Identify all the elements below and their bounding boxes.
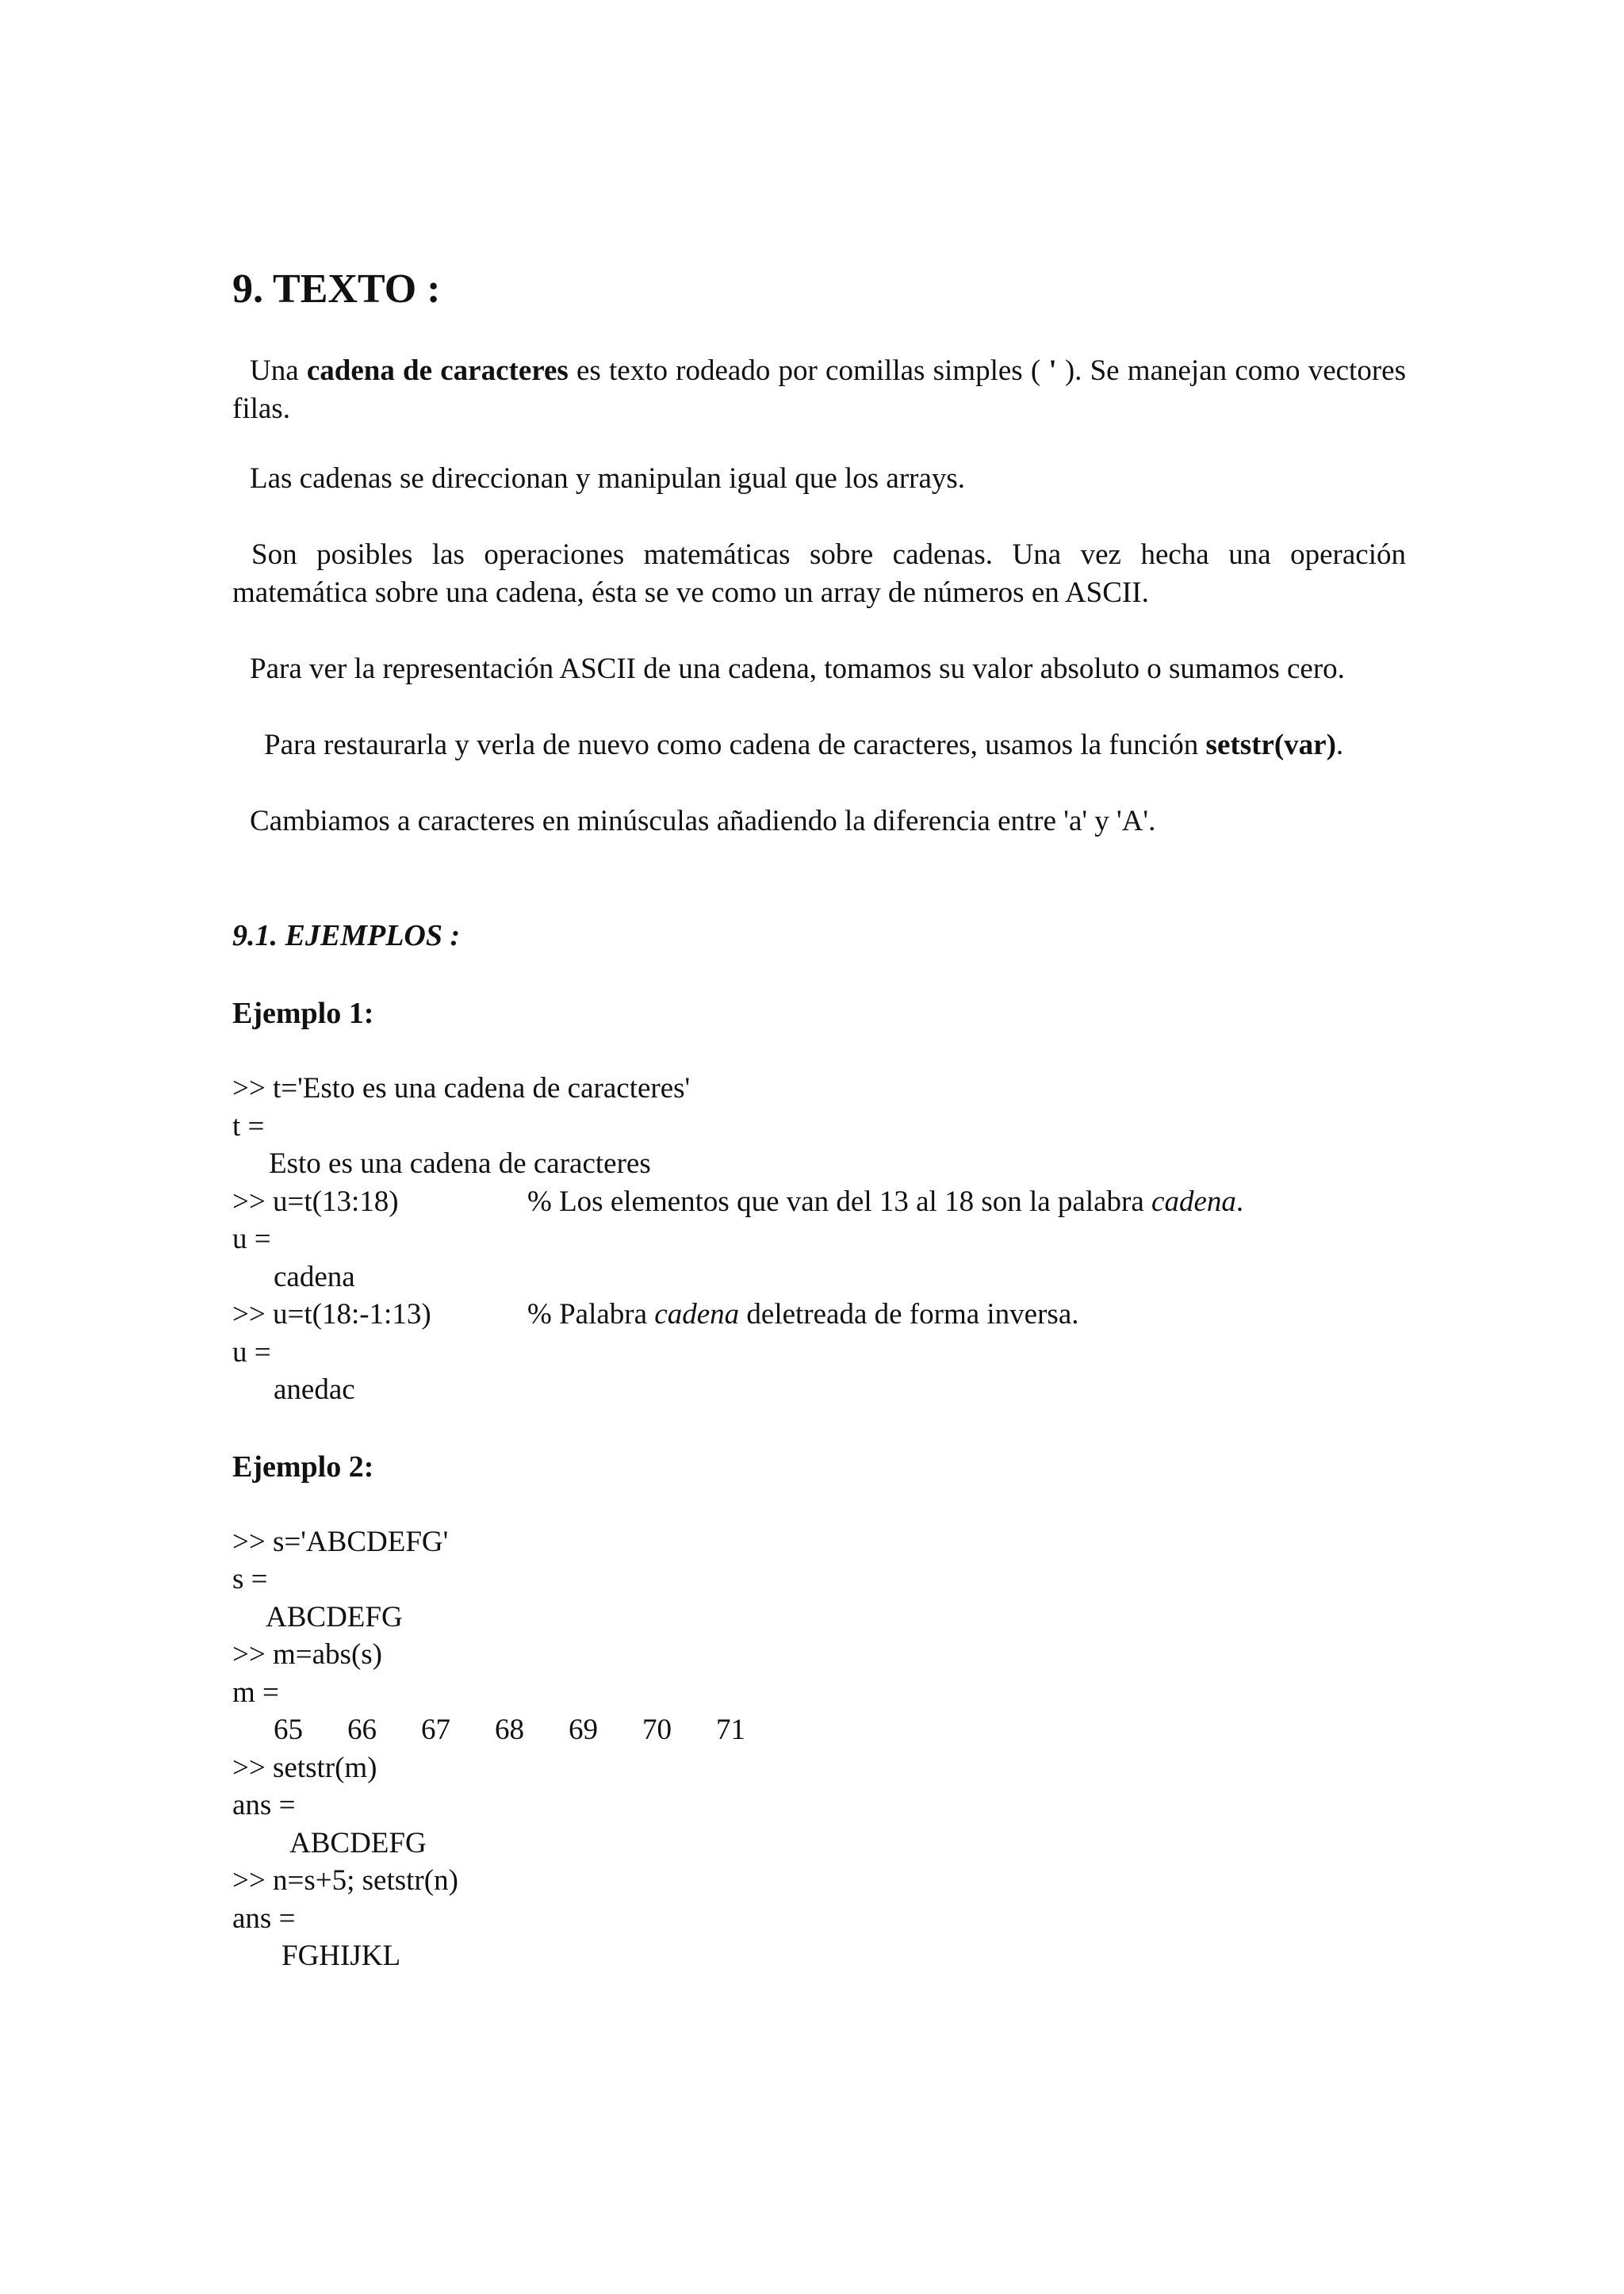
number-value: 71 (716, 1714, 745, 1746)
code-output: FGHIJKL (282, 1940, 401, 1972)
code-output: Esto es una cadena de caracteres (269, 1147, 651, 1180)
paragraph-1-end: ). Se manejan como vectores filas. (232, 354, 1406, 425)
code-line: t = (232, 1109, 265, 1143)
section-heading: 9.1. EJEMPLOS : (232, 919, 461, 952)
example-2-heading: Ejemplo 2: (232, 1450, 374, 1484)
number-value: 67 (421, 1714, 450, 1746)
code-line: >> setstr(m) (232, 1751, 377, 1784)
code-command: >> u=t(18:-1:13) (232, 1298, 431, 1331)
paragraph-3: Son posibles las operaciones matemáticas sobre cadenas. Una vez hecha una operación matemática sobre una cadena, ésta se ve como un array de números en ASCII. (232, 538, 1406, 609)
code-line: >> n=s+5; setstr(n) (232, 1864, 458, 1897)
paragraph-5-text: Para restaurarla y verla de nuevo como cadena de caracteres, usamos la función (264, 729, 1206, 761)
code-comment: % Palabra cadena deletreada de forma inversa. (527, 1298, 1079, 1331)
example-2-code (232, 1523, 1406, 1975)
code-line: >> s='ABCDEFG' (232, 1525, 449, 1558)
code-command: >> u=t(13:18) (232, 1185, 399, 1218)
code-line: >> m=abs(s) (232, 1638, 382, 1671)
document-page (232, 262, 1406, 1975)
code-line (232, 1183, 1406, 1221)
code-output-numbers (232, 1711, 1406, 1749)
example-1-code (232, 1070, 1406, 1409)
number-value: 70 (642, 1714, 672, 1746)
number-value: 68 (495, 1714, 524, 1746)
code-line: >> t='Esto es una cadena de caracteres' (232, 1072, 691, 1105)
paragraph-5-bold: setstr(var) (1205, 729, 1336, 761)
paragraph-6: Cambiamos a caracteres en minúsculas añadiendo la diferencia entre 'a' y 'A'. (250, 805, 1156, 837)
code-line: s = (232, 1563, 268, 1595)
page-title: 9. TEXTO : (232, 266, 441, 312)
code-output: anedac (274, 1373, 355, 1406)
code-line: m = (232, 1676, 279, 1709)
code-output: ABCDEFG (289, 1826, 427, 1859)
code-output: cadena (274, 1260, 355, 1293)
code-line (232, 1296, 1406, 1334)
paragraph-1-text: Una (250, 354, 307, 387)
paragraph-5 (232, 726, 1406, 764)
number-value: 65 (274, 1714, 303, 1746)
paragraph-1-text-cont: es texto rodeado por comillas simples ( (568, 354, 1049, 387)
code-comment: % Los elementos que van del 13 al 18 son la palabra cadena. (527, 1185, 1244, 1218)
quote-glyph: ' (1048, 354, 1057, 387)
paragraph-2: Las cadenas se direccionan y manipulan igual que los arrays. (250, 462, 966, 495)
example-1-heading: Ejemplo 1: (232, 997, 374, 1030)
paragraph-4: Para ver la representación ASCII de una cadena, tomamos su valor absoluto o sumamos cero. (250, 653, 1345, 685)
number-value: 66 (347, 1714, 377, 1746)
code-line: u = (232, 1335, 271, 1369)
code-line: ans = (232, 1789, 296, 1821)
paragraph-1-bold: cadena de caracteres (306, 354, 569, 387)
code-line: u = (232, 1223, 271, 1255)
paragraph-1 (232, 352, 1406, 428)
code-output: ABCDEFG (266, 1600, 403, 1633)
number-value: 69 (569, 1714, 598, 1746)
paragraph-5-end: . (1335, 729, 1344, 761)
code-line: ans = (232, 1901, 296, 1935)
